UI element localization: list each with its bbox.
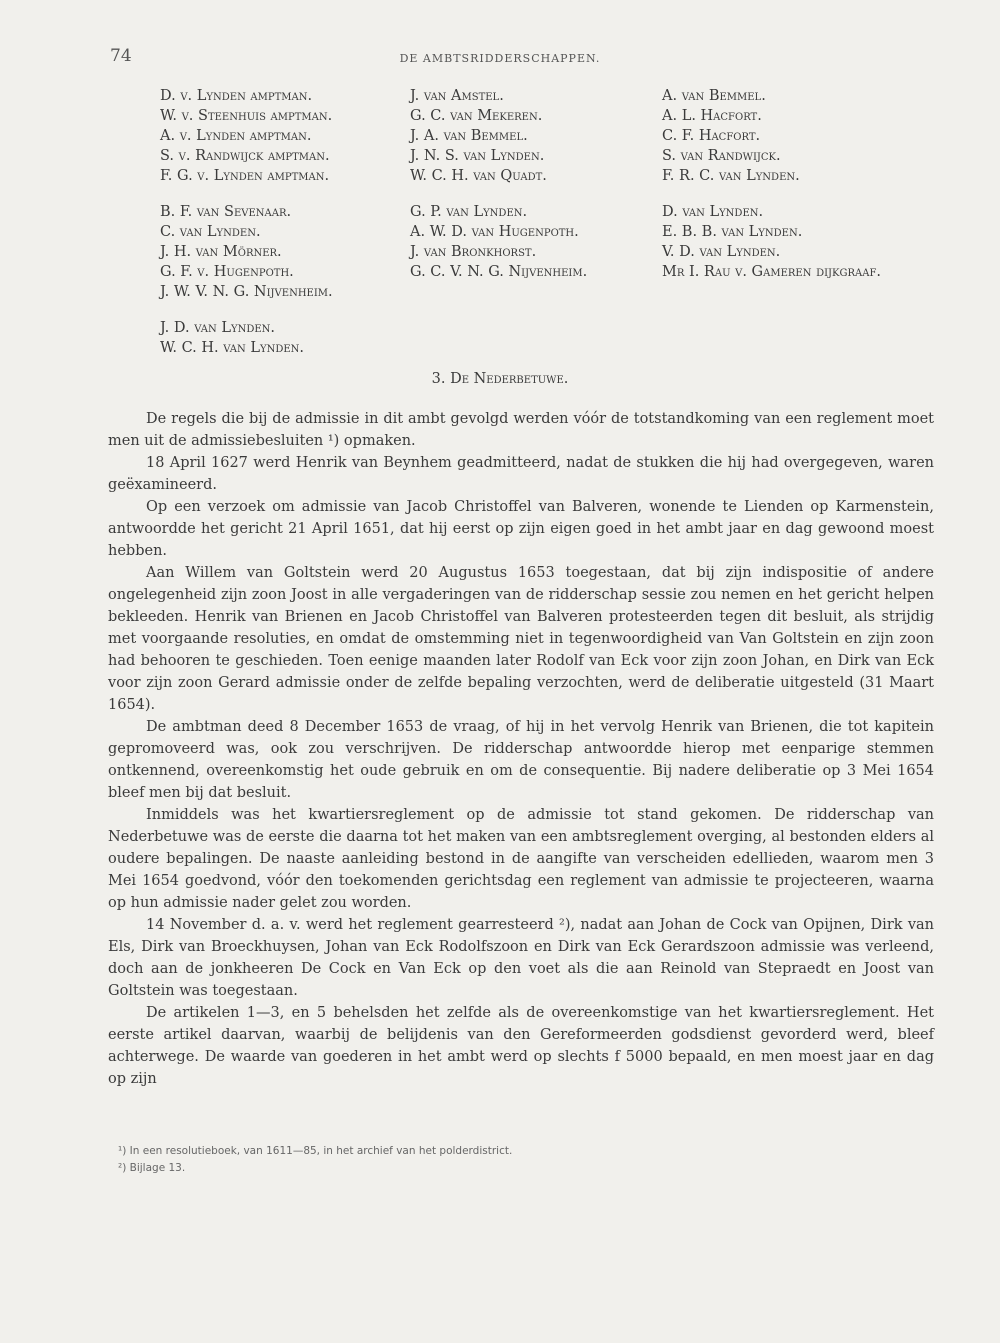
member-name: C. van Lynden. bbox=[160, 224, 261, 240]
running-head: DE AMBTSRIDDERSCHAPPEN. bbox=[399, 52, 601, 65]
member-name: J. W. V. N. G. Nijvenheim. bbox=[160, 284, 333, 300]
member-name: Mr I. Rau v. Gameren dijkgraaf. bbox=[662, 264, 882, 280]
members-column-2 bbox=[410, 86, 587, 298]
member-name: J. D. van Lynden. bbox=[160, 320, 276, 336]
member-name: S. v. Randwijck amptman. bbox=[160, 148, 330, 164]
member-name: G. C. V. N. G. Nijvenheim. bbox=[410, 264, 588, 280]
member-name: W. v. Steenhuis amptman. bbox=[160, 108, 333, 124]
member-name: W. C. H. van Lynden. bbox=[160, 340, 305, 356]
member-group bbox=[160, 202, 333, 302]
member-name: F. G. v. Lynden amptman. bbox=[160, 168, 330, 184]
member-group bbox=[662, 86, 881, 186]
footnotes bbox=[118, 1143, 512, 1177]
member-name: S. van Randwijck. bbox=[662, 148, 781, 164]
member-group bbox=[160, 86, 333, 186]
member-group bbox=[662, 202, 881, 282]
member-name: J. A. van Bemmel. bbox=[410, 128, 528, 144]
member-name: W. C. H. van Quadt. bbox=[410, 168, 547, 184]
member-name: E. B. B. van Lynden. bbox=[662, 224, 803, 240]
member-name: D. v. Lynden amptman. bbox=[160, 88, 313, 104]
paragraph: De artikelen 1—3, en 5 behelsden het zelfde als de overeenkomstige van het kwartiersreglement. Het eerste artikel daarvan, waarbij de belijdenis van den Gereformeerden godsdienst gevorderd werd, bleef achterwege. De waarde van goederen in het ambt werd op slechts f 5000 bepaald, en men moest jaar en dag op zijn bbox=[108, 1005, 934, 1087]
member-name: C. F. Hacfort. bbox=[662, 128, 761, 144]
paragraph: Aan Willem van Goltstein werd 20 Augustus 1653 toegestaan, dat bij zijn indispositie of andere ongelegenheid zijn zoon Joost in alle vergaderingen van de ridderschap sessie zou nemen en het gericht helpen bekleeden. Henrik van Brienen en Jacob Christoffel van Balveren protesteerden tegen dit besluit, als strijdig met voorgaande resoluties, en omdat de omstemming niet in tegenwoordigheid van Van Goltstein en zijn zoon had behooren te geschieden. Toen eenige maanden later Rodolf van Eck voor zijn zoon Johan, en Dirk van Eck voor zijn zoon Gerard admissie onder de zelfde bepaling verzochten, werd de deliberatie uitgesteld (31 Maart 1654). bbox=[108, 565, 934, 713]
members-column-3 bbox=[662, 86, 881, 298]
page-number: 74 bbox=[110, 46, 132, 66]
footnote: ¹) In een resolutieboek, van 1611—85, in het archief van het polderdistrict. bbox=[118, 1145, 513, 1157]
section-title: 3. De Nederbetuwe. bbox=[431, 371, 569, 387]
members-column-1 bbox=[160, 86, 333, 374]
member-name: J. van Bronkhorst. bbox=[410, 244, 537, 260]
member-name: A. W. D. van Hugenpoth. bbox=[410, 224, 579, 240]
member-name: G. F. v. Hugenpoth. bbox=[160, 264, 294, 280]
member-name: J. H. van Mörner. bbox=[160, 244, 282, 260]
member-name: J. N. S. van Lynden. bbox=[410, 148, 545, 164]
member-name: F. R. C. van Lynden. bbox=[662, 168, 800, 184]
member-name: A. v. Lynden amptman. bbox=[160, 128, 312, 144]
member-name: J. van Amstel. bbox=[410, 88, 504, 104]
member-name: V. D. van Lynden. bbox=[662, 244, 781, 260]
member-name: D. van Lynden. bbox=[662, 204, 764, 220]
member-name: B. F. van Sevenaar. bbox=[160, 204, 292, 220]
member-group bbox=[160, 318, 333, 358]
member-name: A. L. Hacfort. bbox=[662, 108, 762, 124]
body-text bbox=[108, 408, 934, 1090]
paragraph: 14 November d. a. v. werd het reglement gearresteerd ²), nadat aan Johan de Cock van Opijnen, Dirk van Els, Dirk van Broeckhuysen, Johan van Eck Rodolfszoon en Dirk van Eck Gerardszoon admissie was verleend, doch aan de jonkheeren De Cock en Van Eck op den voet als die aan Reinold van Stepraedt en Joost van Goltstein was toegestaan. bbox=[108, 917, 934, 999]
paragraph: Op een verzoek om admissie van Jacob Christoffel van Balveren, wonende te Lienden op Karmenstein, antwoordde het gericht 21 April 1651, dat hij eerst op zijn eigen goed in het ambt jaar en dag gewoond moest hebben. bbox=[108, 499, 934, 559]
member-name: G. C. van Mekeren. bbox=[410, 108, 543, 124]
member-name: G. P. van Lynden. bbox=[410, 204, 528, 220]
member-group bbox=[410, 202, 587, 282]
paragraph: 18 April 1627 werd Henrik van Beynhem geadmitteerd, nadat de stukken die hij had overgegeven, waren geëxamineerd. bbox=[108, 455, 934, 493]
footnote: ²) Bijlage 13. bbox=[118, 1162, 186, 1174]
paragraph: De regels die bij de admissie in dit ambt gevolgd werden vóór de totstandkoming van een reglement moet men uit de admissiebesluiten ¹) opmaken. bbox=[108, 411, 934, 449]
paragraph: Inmiddels was het kwartiersreglement op de admissie tot stand gekomen. De ridderschap van Nederbetuwe was de eerste die daarna tot het maken van een ambtsreglement overging, al bestonden elders al oudere bepalingen. De naaste aanleiding bestond in de aangifte van verscheiden edellieden, waarom men 3 Mei 1654 goedvond, vóór den toekomenden gerichtsdag een reglement van admissie te projecteeren, waarna op hun admissie nader gelet zou worden. bbox=[108, 807, 934, 911]
paragraph: De ambtman deed 8 December 1653 de vraag, of hij in het vervolg Henrik van Brienen, die tot kapitein gepromoveerd was, ook zou verschrijven. De ridderschap antwoordde hierop met eenparige stemmen ontkennend, overeenkomstig het oude gebruik en om de consequentie. Bij nadere deliberatie op 3 Mei 1654 bleef men bij dat besluit. bbox=[108, 719, 934, 801]
member-name: A. van Bemmel. bbox=[662, 88, 766, 104]
member-group bbox=[410, 86, 587, 186]
